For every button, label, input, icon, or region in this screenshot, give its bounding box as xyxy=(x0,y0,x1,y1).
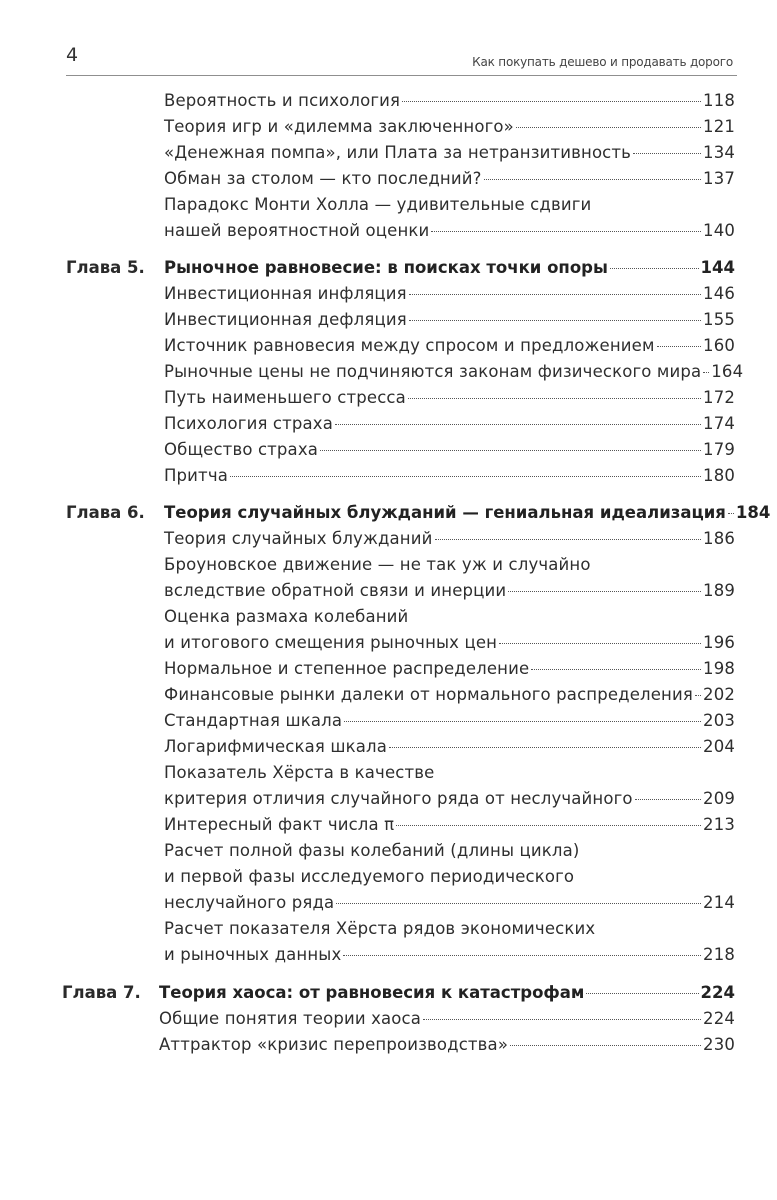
toc-entry-title-line: и итогового смещения рыночных цен xyxy=(164,633,498,652)
toc-entry-title-line: Нормальное и степенное распределение xyxy=(164,659,530,678)
dot-leader xyxy=(230,476,701,477)
toc-entry xyxy=(164,682,735,708)
toc-entry-title-line: Логарифмическая шкала xyxy=(164,737,387,756)
toc-entry-line xyxy=(164,812,735,838)
toc-entry-line xyxy=(164,385,735,411)
toc-entry-title-line: Парадокс Монти Холла — удивительные сдвиги xyxy=(164,195,592,214)
dot-leader xyxy=(484,179,702,180)
toc-page-number: 140 xyxy=(703,221,735,240)
toc-page-number: 184 xyxy=(735,503,771,522)
dot-leader xyxy=(657,346,701,347)
toc-entry-line xyxy=(164,281,735,307)
dot-leader xyxy=(320,450,701,451)
toc-entry xyxy=(164,192,735,244)
toc-entry-line xyxy=(164,166,735,192)
toc-entry xyxy=(164,552,735,604)
toc-entry xyxy=(164,166,735,192)
toc-entry xyxy=(164,916,735,968)
toc-entry xyxy=(164,656,735,682)
toc-entry-title-line: Рыночные цены не подчиняются законам физического мира xyxy=(164,362,702,381)
toc-entry-title-line: Теория хаоса: от равновесия к катастрофам xyxy=(159,983,585,1002)
toc-page-number: 180 xyxy=(703,466,735,485)
toc-page-number: 118 xyxy=(703,91,735,110)
toc-entry-line xyxy=(164,682,735,708)
toc-entry-line xyxy=(164,218,735,244)
toc-entry xyxy=(164,734,735,760)
toc-entry-title-line: нашей вероятностной оценки xyxy=(164,221,430,240)
toc-entry xyxy=(159,1032,735,1058)
toc-entry-line xyxy=(164,500,771,526)
toc-entry-line xyxy=(164,411,735,437)
toc-entry-line xyxy=(164,359,744,385)
page-number: 4 xyxy=(66,44,79,66)
table-of-contents xyxy=(0,88,777,1058)
toc-page-number: 186 xyxy=(703,529,735,548)
toc-entry-line xyxy=(164,255,735,281)
toc-entry xyxy=(164,359,744,385)
toc-entry-line xyxy=(164,786,735,812)
toc-entry-line xyxy=(159,1032,735,1058)
dot-leader xyxy=(499,643,701,644)
toc-entry-title-line: критерия отличия случайного ряда от неслучайного xyxy=(164,789,633,808)
toc-entry-line xyxy=(159,980,735,1006)
toc-page-number: 164 xyxy=(711,362,744,381)
toc-entry-title-line: Теория случайных блужданий — гениальная идеализация xyxy=(164,503,726,522)
chapter-section xyxy=(0,980,777,1058)
toc-entry-title-line: Оценка размаха колебаний xyxy=(164,607,409,626)
toc-entry-title-line: неслучайного ряда xyxy=(164,893,335,912)
toc-page-number: 172 xyxy=(703,388,735,407)
toc-entry-line xyxy=(164,630,735,656)
toc-entry-title-line: Инвестиционная дефляция xyxy=(164,310,407,329)
toc-entry-title-line: Расчет полной фазы колебаний (длины цикла) xyxy=(164,841,580,860)
toc-entry-title-line: Броуновское движение — не так уж и случайно xyxy=(164,555,591,574)
dot-leader xyxy=(516,127,701,128)
toc-entry-line xyxy=(164,140,735,166)
dot-leader xyxy=(703,372,709,373)
toc-entry xyxy=(164,281,735,307)
toc-entry xyxy=(164,812,735,838)
toc-entry-line xyxy=(164,437,735,463)
toc-entry xyxy=(164,307,735,333)
toc-entry-line xyxy=(159,1006,735,1032)
toc-entry-line xyxy=(164,656,735,682)
dot-leader xyxy=(335,424,701,425)
dot-leader xyxy=(586,993,698,994)
dot-leader xyxy=(408,398,701,399)
dot-leader xyxy=(633,153,701,154)
toc-entry-title-line: Финансовые рынки далеки от нормального распределения xyxy=(164,685,693,704)
dot-leader xyxy=(409,294,701,295)
toc-entry xyxy=(164,437,735,463)
toc-page-number: 160 xyxy=(703,336,735,355)
toc-page-number: 121 xyxy=(703,117,735,136)
toc-entry-line xyxy=(164,708,735,734)
toc-entry-line xyxy=(164,578,735,604)
toc-page-number: 198 xyxy=(703,659,735,678)
toc-entry xyxy=(164,838,735,916)
toc-entry-title-line: Показатель Хёрста в качестве xyxy=(164,763,435,782)
toc-entry-title-line: Теория случайных блужданий xyxy=(164,529,433,548)
running-header-title: Как покупать дешево и продавать дорого xyxy=(472,55,733,69)
toc-page-number: 224 xyxy=(703,1009,735,1028)
toc-page-number: 209 xyxy=(703,789,735,808)
toc-page-number: 189 xyxy=(703,581,735,600)
dot-leader xyxy=(409,320,701,321)
toc-page-number: 137 xyxy=(703,169,735,188)
toc-entry xyxy=(164,526,735,552)
toc-entry xyxy=(164,708,735,734)
toc-entry-line xyxy=(164,734,735,760)
dot-leader xyxy=(508,591,701,592)
toc-page-number: 214 xyxy=(703,893,735,912)
toc-entry xyxy=(164,140,735,166)
toc-page-number: 213 xyxy=(703,815,735,834)
dot-leader xyxy=(510,1045,701,1046)
toc-entry-line xyxy=(164,463,735,489)
chapter-title-entry xyxy=(164,500,771,526)
toc-entry xyxy=(164,333,735,359)
chapter-label: Глава 7. xyxy=(62,983,141,1002)
toc-page-number: 134 xyxy=(703,143,735,162)
toc-entry-title-line: Теория игр и «дилемма заключенного» xyxy=(164,117,514,136)
toc-entry-title-line: и первой фазы исследуемого периодического xyxy=(164,867,575,886)
dot-leader xyxy=(402,101,701,102)
toc-entry-title-line: Общество страха xyxy=(164,440,318,459)
toc-entry-title-line: Аттрактор «кризис перепроизводства» xyxy=(159,1035,509,1054)
toc-page-number: 230 xyxy=(703,1035,735,1054)
dot-leader xyxy=(423,1019,701,1020)
toc-page-number: 144 xyxy=(700,258,735,277)
toc-page-number: 155 xyxy=(703,310,735,329)
toc-entry xyxy=(164,411,735,437)
toc-entry-title-line: Расчет показателя Хёрста рядов экономических xyxy=(164,919,596,938)
toc-entry-line xyxy=(164,307,735,333)
toc-entry-title-line: Обман за столом — кто последний? xyxy=(164,169,482,188)
chapter-label: Глава 5. xyxy=(66,258,145,277)
dot-leader xyxy=(695,695,701,696)
toc-entry-title-line: Притча xyxy=(164,466,228,485)
toc-entry-line xyxy=(164,526,735,552)
chapter-section xyxy=(0,255,777,489)
toc-entry-title-line: и рыночных данных xyxy=(164,945,342,964)
toc-entry xyxy=(164,385,735,411)
toc-entry-title-line: Вероятность и психология xyxy=(164,91,401,110)
toc-entry-line xyxy=(164,88,735,114)
toc-entry-title-line: Рыночное равновесие: в поисках точки опоры xyxy=(164,258,608,277)
toc-entry-line xyxy=(164,890,735,916)
toc-page-number: 224 xyxy=(700,983,735,1002)
toc-entry xyxy=(159,1006,735,1032)
chapter-section xyxy=(0,500,777,968)
toc-entry-title-line: вследствие обратной связи и инерции xyxy=(164,581,507,600)
toc-entry-title-line: Инвестиционная инфляция xyxy=(164,284,407,303)
toc-page-number: 203 xyxy=(703,711,735,730)
toc-page-number: 204 xyxy=(703,737,735,756)
toc-entry-title-line: Общие понятия теории хаоса xyxy=(159,1009,422,1028)
dot-leader xyxy=(728,513,734,514)
toc-entry xyxy=(164,463,735,489)
toc-entry-title-line: Интересный факт числа π xyxy=(164,815,395,834)
dot-leader xyxy=(396,825,701,826)
dot-leader xyxy=(344,721,701,722)
toc-entry-line xyxy=(164,333,735,359)
toc-entry xyxy=(164,760,735,812)
toc-page-number: 179 xyxy=(703,440,735,459)
dot-leader xyxy=(431,231,701,232)
toc-entry-title-line: Психология страха xyxy=(164,414,333,433)
toc-page-number: 146 xyxy=(703,284,735,303)
toc-entry-title-line: Источник равновесия между спросом и предложением xyxy=(164,336,655,355)
toc-entry-title-line: «Денежная помпа», или Плата за нетранзитивность xyxy=(164,143,632,162)
dot-leader xyxy=(389,747,701,748)
toc-entry xyxy=(164,604,735,656)
toc-entry-line xyxy=(164,942,735,968)
dot-leader xyxy=(435,539,702,540)
toc-entry-title-line: Путь наименьшего стресса xyxy=(164,388,406,407)
header-rule xyxy=(66,75,737,76)
toc-entry-line xyxy=(164,114,735,140)
toc-entry-title-line: Стандартная шкала xyxy=(164,711,343,730)
toc-entry xyxy=(164,114,735,140)
toc-page-number: 174 xyxy=(703,414,735,433)
toc-entry xyxy=(164,88,735,114)
chapter-label: Глава 6. xyxy=(66,503,145,522)
toc-page-number: 218 xyxy=(703,945,735,964)
dot-leader xyxy=(635,799,701,800)
toc-page-number: 196 xyxy=(703,633,735,652)
toc-page-number: 202 xyxy=(703,685,735,704)
chapter-title-entry xyxy=(164,255,735,281)
dot-leader xyxy=(343,955,701,956)
dot-leader xyxy=(610,268,699,269)
dot-leader xyxy=(336,903,701,904)
chapter-title-entry xyxy=(159,980,735,1006)
dot-leader xyxy=(531,669,701,670)
